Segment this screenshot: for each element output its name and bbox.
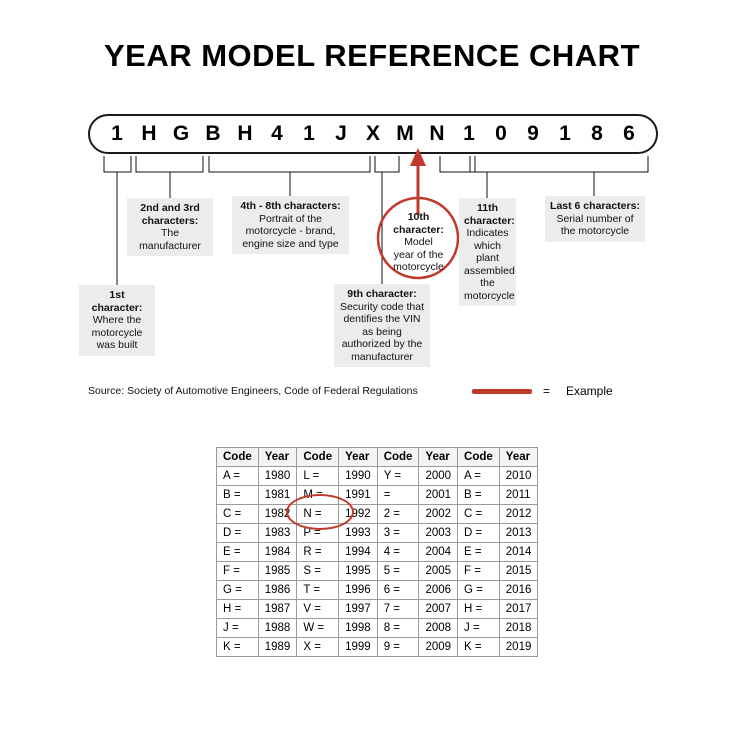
cell-year: 1986 xyxy=(258,581,297,600)
cell-code: B = xyxy=(458,486,500,505)
cell-code: W = xyxy=(297,619,339,638)
cell-code: Y = xyxy=(377,467,419,486)
callout-fourth-eighth-characters xyxy=(232,196,349,254)
cell-code: N = xyxy=(297,505,339,524)
legend-color-swatch xyxy=(472,389,532,394)
table-row xyxy=(217,619,538,638)
vin-char: 9 xyxy=(527,122,539,145)
callout-heading: 1st character: xyxy=(91,289,143,314)
column-header: Code xyxy=(217,448,259,467)
cell-year: 1983 xyxy=(258,524,297,543)
cell-code: E = xyxy=(458,543,500,562)
cell-code: A = xyxy=(458,467,500,486)
cell-code: 9 = xyxy=(377,638,419,657)
cell-year: 1982 xyxy=(258,505,297,524)
cell-year: 2000 xyxy=(419,467,458,486)
cell-code: J = xyxy=(217,619,259,638)
cell-code: E = xyxy=(217,543,259,562)
table-row xyxy=(217,467,538,486)
cell-year: 1992 xyxy=(339,505,378,524)
callout-heading: 4th - 8th characters: xyxy=(240,200,341,212)
cell-year: 1993 xyxy=(339,524,378,543)
callout-last-six-characters xyxy=(545,196,645,242)
cell-code: R = xyxy=(297,543,339,562)
cell-code: D = xyxy=(217,524,259,543)
cell-year: 1990 xyxy=(339,467,378,486)
cell-year: 1997 xyxy=(339,600,378,619)
cell-year: 2001 xyxy=(419,486,458,505)
vin-display xyxy=(88,114,658,154)
cell-code: B = xyxy=(217,486,259,505)
cell-year: 2017 xyxy=(499,600,538,619)
cell-year: 1980 xyxy=(258,467,297,486)
cell-code: 4 = xyxy=(377,543,419,562)
column-header: Year xyxy=(419,448,458,467)
column-header: Year xyxy=(339,448,378,467)
vin-char: N xyxy=(429,122,445,145)
cell-year: 2012 xyxy=(499,505,538,524)
vin-char: 8 xyxy=(591,122,603,145)
cell-year: 2009 xyxy=(419,638,458,657)
table-row xyxy=(217,505,538,524)
cell-year: 2006 xyxy=(419,581,458,600)
cell-code: D = xyxy=(458,524,500,543)
cell-code: G = xyxy=(458,581,500,600)
cell-code: C = xyxy=(217,505,259,524)
column-header: Code xyxy=(458,448,500,467)
cell-year: 1984 xyxy=(258,543,297,562)
cell-code: J = xyxy=(458,619,500,638)
vin-char: X xyxy=(365,122,380,145)
callout-body: Indicates which plant assembled the motorcycle xyxy=(464,227,515,302)
source-note: Source: Society of Automotive Engineers, Code of Federal Regulations xyxy=(88,385,418,397)
callout-second-third-characters xyxy=(127,198,213,256)
cell-code: 5 = xyxy=(377,562,419,581)
legend-label: Example xyxy=(566,384,613,398)
vin-char: 0 xyxy=(495,122,507,145)
cell-code: H = xyxy=(458,600,500,619)
vin-char: 1 xyxy=(463,122,475,145)
callout-eleventh-character xyxy=(459,198,516,306)
cell-year: 2008 xyxy=(419,619,458,638)
cell-year: 2007 xyxy=(419,600,458,619)
vin-char: 4 xyxy=(271,122,283,145)
vin-char: 1 xyxy=(111,122,123,145)
cell-year: 2013 xyxy=(499,524,538,543)
vin-char: 1 xyxy=(303,122,315,145)
callout-body: The manufacturer xyxy=(139,227,201,252)
cell-code: 6 = xyxy=(377,581,419,600)
callout-body: Where the motorcycle was built xyxy=(91,314,143,351)
vin-char: B xyxy=(205,122,221,145)
column-header: Year xyxy=(258,448,297,467)
callout-body: Model year of the motorcycle xyxy=(393,236,444,273)
cell-year: 1996 xyxy=(339,581,378,600)
cell-code: F = xyxy=(458,562,500,581)
page-title: YEAR MODEL REFERENCE CHART xyxy=(103,38,641,73)
callout-body: Portrait of the motorcycle - brand, engine size and type xyxy=(242,212,339,250)
legend-equals: = xyxy=(543,384,551,398)
cell-code: X = xyxy=(297,638,339,657)
cell-year: 2011 xyxy=(499,486,538,505)
cell-year: 1994 xyxy=(339,543,378,562)
cell-code: = xyxy=(377,486,419,505)
callout-heading: Last 6 characters: xyxy=(550,200,640,212)
cell-code: A = xyxy=(217,467,259,486)
cell-code: 7 = xyxy=(377,600,419,619)
cell-year: 1985 xyxy=(258,562,297,581)
column-header: Code xyxy=(377,448,419,467)
cell-year-highlighted: 1991 xyxy=(339,486,378,505)
cell-year: 1988 xyxy=(258,619,297,638)
vin-char: 6 xyxy=(623,122,635,145)
cell-code: H = xyxy=(217,600,259,619)
cell-year: 2016 xyxy=(499,581,538,600)
table-row xyxy=(217,486,538,505)
vin-char: H xyxy=(237,122,253,145)
cell-year: 2003 xyxy=(419,524,458,543)
cell-code: P = xyxy=(297,524,339,543)
callout-heading: 10th character: xyxy=(393,211,444,236)
callout-body: Security code that dentifies the VIN as being authorized by the manufacturer xyxy=(339,300,425,363)
vin-char: M xyxy=(396,122,414,145)
cell-year: 1987 xyxy=(258,600,297,619)
callout-ninth-character xyxy=(334,284,430,367)
table-row xyxy=(217,562,538,581)
cell-year: 1999 xyxy=(339,638,378,657)
cell-year: 2005 xyxy=(419,562,458,581)
vin-character-row xyxy=(88,114,658,154)
cell-year: 2019 xyxy=(499,638,538,657)
table-row xyxy=(217,600,538,619)
cell-year: 2004 xyxy=(419,543,458,562)
table-row xyxy=(217,543,538,562)
callout-heading: 9th character: xyxy=(347,288,417,300)
cell-year: 2002 xyxy=(419,505,458,524)
column-header: Year xyxy=(499,448,538,467)
cell-year: 1981 xyxy=(258,486,297,505)
callout-tenth-character xyxy=(388,207,449,278)
cell-code: K = xyxy=(458,638,500,657)
year-code-table xyxy=(216,447,538,657)
cell-year: 2014 xyxy=(499,543,538,562)
cell-code: S = xyxy=(297,562,339,581)
cell-year: 1989 xyxy=(258,638,297,657)
cell-code: T = xyxy=(297,581,339,600)
cell-year: 2018 xyxy=(499,619,538,638)
cell-year: 1998 xyxy=(339,619,378,638)
callout-first-character xyxy=(79,285,155,356)
cell-code: K = xyxy=(217,638,259,657)
vin-char: G xyxy=(172,122,190,145)
cell-code: G = xyxy=(217,581,259,600)
table-row xyxy=(217,638,538,657)
cell-year: 1995 xyxy=(339,562,378,581)
callout-body: Serial number of the motorcycle xyxy=(556,212,634,237)
vin-char: J xyxy=(335,122,347,145)
vin-char: 1 xyxy=(559,122,571,145)
cell-code-highlighted: M = xyxy=(297,486,339,505)
cell-code: F = xyxy=(217,562,259,581)
callout-heading: 11th character: xyxy=(464,202,515,227)
table-row xyxy=(217,524,538,543)
cell-code: 8 = xyxy=(377,619,419,638)
cell-code: 2 = xyxy=(377,505,419,524)
table-header-row xyxy=(217,448,538,467)
cell-code: V = xyxy=(297,600,339,619)
cell-code: L = xyxy=(297,467,339,486)
column-header: Code xyxy=(297,448,339,467)
cell-code: 3 = xyxy=(377,524,419,543)
vin-char: H xyxy=(141,122,157,145)
callout-heading: 2nd and 3rd characters: xyxy=(140,202,200,227)
cell-year: 2010 xyxy=(499,467,538,486)
cell-code: C = xyxy=(458,505,500,524)
cell-year: 2015 xyxy=(499,562,538,581)
table-row xyxy=(217,581,538,600)
